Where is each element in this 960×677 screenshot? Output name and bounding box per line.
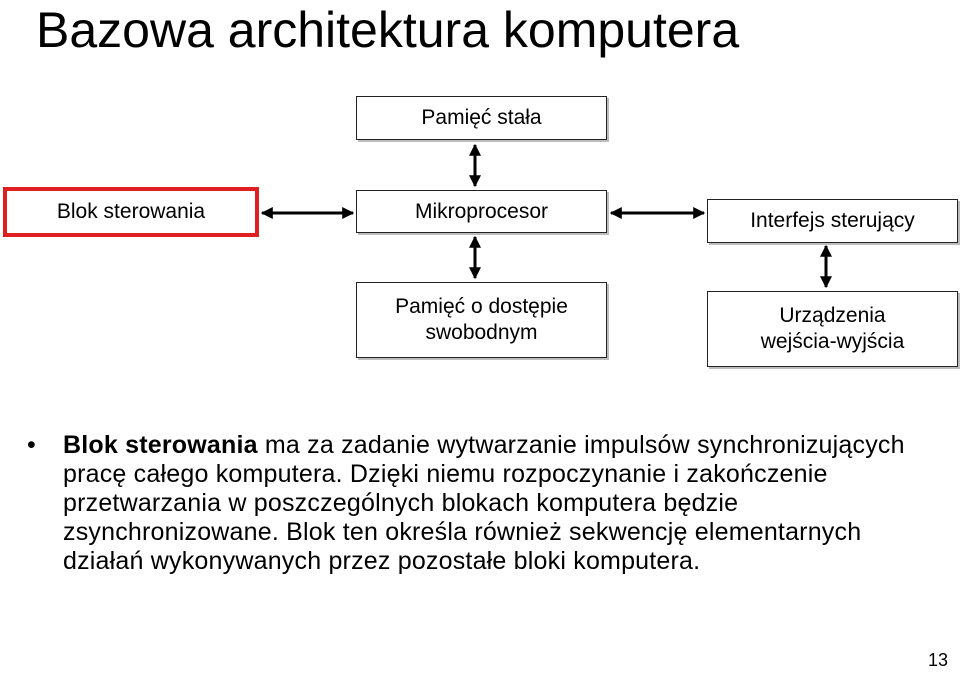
box-blok-sterowania-label: Blok sterowania [56, 200, 206, 223]
slide-title: Bazowa architektura komputera [36, 2, 740, 58]
box-urzadzenia [707, 291, 958, 367]
box-pamiec-ram-label: Pamięć o dostępie swobodnym [395, 295, 568, 344]
bullet-bold-lead: Blok sterowania [63, 431, 258, 459]
bullet-marker: • [27, 431, 36, 459]
box-blok-sterowania [3, 187, 259, 237]
box-interfejs-label: Interfejs sterujący [750, 209, 915, 232]
box-pamiec-stala [356, 96, 607, 140]
page-number: 13 [927, 650, 948, 670]
bullet-text [63, 431, 927, 576]
box-pamiec-ram [356, 282, 607, 358]
bullet-body: ma za zadanie wytwarzanie impulsów synchronizujących pracę całego komputera. Dzięki niemu rozpoczynanie i zakończenie przetwarzania w poszczególnych blokach komputera będzie zsynchronizowane. Blok ten określa również sekwencję elementarnych działań wykonywanych przez pozostałe bloki komputera. [63, 431, 905, 575]
box-urzadzenia-label: Urządzenia wejścia-wyjścia [760, 304, 905, 353]
box-pamiec-stala-label: Pamięć stała [421, 106, 542, 129]
box-mikroprocesor [356, 190, 607, 233]
box-mikroprocesor-label: Mikroprocesor [414, 199, 549, 223]
box-interfejs [707, 199, 958, 243]
bullet-paragraph [27, 431, 927, 576]
